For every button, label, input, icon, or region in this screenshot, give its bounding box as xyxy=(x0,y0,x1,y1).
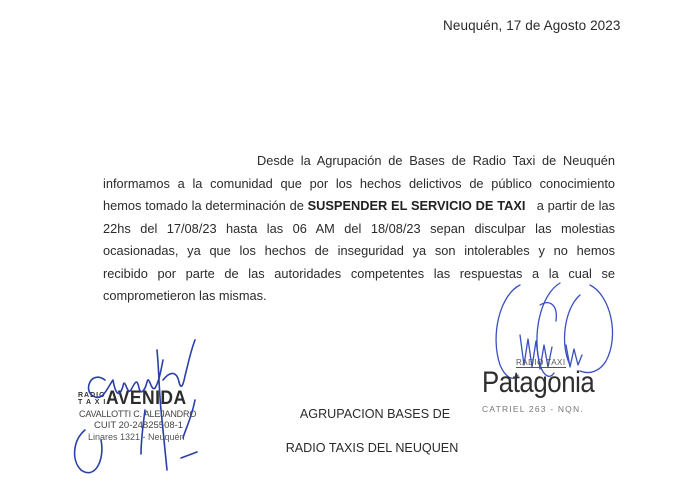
date-line: Neuquén, 17 de Agosto 2023 xyxy=(443,18,621,33)
stamp-left-name: AVENIDA xyxy=(106,388,187,409)
body-line-5: ocasionadas, ya que los hechos de inseguridad ya son intolerables y no hemos xyxy=(103,243,615,258)
body-line-3-post: a partir de las xyxy=(525,198,616,213)
stamp-right-radio-taxi: RADIO TAXI xyxy=(516,358,566,367)
stamp-radio-taxi-patagonia xyxy=(474,358,614,418)
stamp-radio-taxi-avenida xyxy=(78,388,218,448)
stamp-left-owner: CAVALLOTTI C. ALEJANDRO xyxy=(79,409,197,420)
body-line-7: comprometieron las mismas. xyxy=(103,288,267,303)
body-line-4: 22hs del 17/08/23 hasta las 06 AM del 18/08/23 sepan disculpar las molestias xyxy=(103,220,615,236)
stamp-right-address: CATRIEL 263 - NQN. xyxy=(482,404,584,414)
stamp-left-radio-taxi: RADIO T A X I xyxy=(78,392,107,406)
body-line-6: recibido por parte de las autoridades competentes las respuestas a la cual se xyxy=(103,265,615,281)
body-line-3 xyxy=(103,195,615,218)
signature-org-line-1: AGRUPACION BASES DE xyxy=(299,407,451,421)
stamp-right-name: Patagonia xyxy=(482,366,595,399)
suspension-announcement: SUSPENDER EL SERVICIO DE TAXI xyxy=(307,198,526,213)
letter-body xyxy=(103,150,615,308)
body-line-3-pre: hemos tomado la determinación de xyxy=(103,198,308,213)
body-line-2: informamos a la comunidad que por los hechos delictivos de público conocimiento xyxy=(103,175,615,191)
stamp-left-cuit: CUIT 20-24825508-1 xyxy=(94,420,184,431)
stamp-left-address: Linares 1321 - Neuquén xyxy=(88,432,185,442)
body-line-1: Desde la Agrupación de Bases de Radio Taxi de Neuquén xyxy=(257,153,615,168)
signature-org-line-2: RADIO TAXIS DEL NEUQUEN xyxy=(285,441,459,455)
